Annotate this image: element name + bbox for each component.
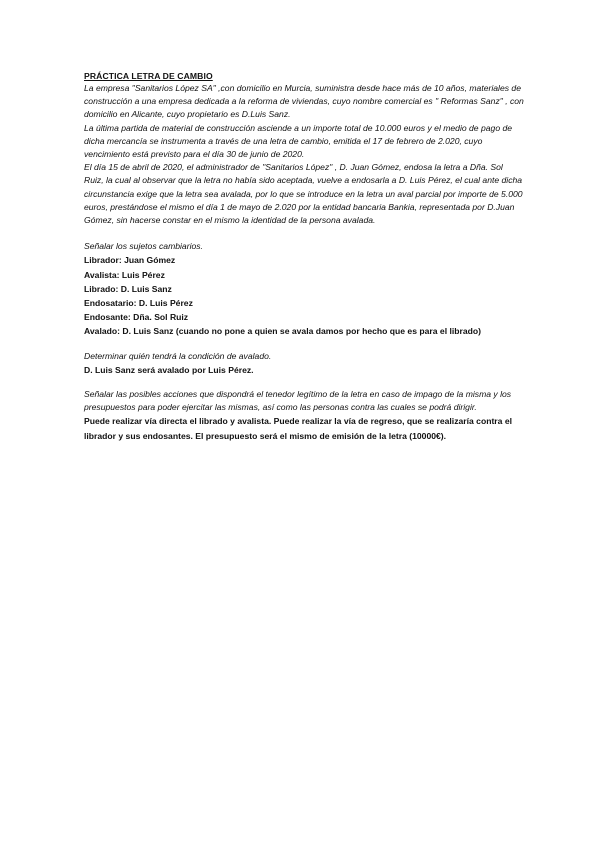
- answer-avalado: Avalado: D. Luis Sanz (cuando no pone a quien se avala damos por hecho que es para el librado): [84, 326, 481, 337]
- document-page: [84, 70, 524, 443]
- question-1: Señalar los sujetos cambiarios.: [84, 241, 203, 252]
- question-2: Determinar quién tendrá la condición de avalado.: [84, 350, 272, 361]
- answer-endosante: Endosante: Dña. Sol Ruiz: [84, 312, 189, 323]
- spacer: [84, 377, 524, 388]
- document-title: PRÁCTICA LETRA DE CAMBIO: [84, 71, 213, 81]
- question-3: Señalar las posibles acciones que dispondrá el tenedor legítimo de la letra en caso de impago de la misma y los presupuestos para poder ejercitar las mismas, así como las personas contra las cuales se podrá dirigir.: [84, 389, 512, 413]
- statement-paragraph-3: El día 15 de abril de 2020, el administrador de "Sanitarios López" , D. Juan Gómez, endosa la letra a Dña. Sol Ruiz, la cual al observar que la letra no había sido aceptada, vuelve a endosarla a D. Luis Pérez, el cual ante dicha circunstancia exige que la letra sea avalada, por lo que se introduce en la letra un aval parcial por importe de 5.000 euros, prestándose el mismo el día 1 de mayo de 2.020 por la entidad bancaria Bankia, representada por D.Juan Gómez, sin hacerse constar en el mismo la identidad de la persona avalada.: [84, 162, 523, 226]
- statement-paragraph-2: La última partida de material de construcción asciende a un importe total de 10.000 euros y el medio de pago de dicha mercancía se instrumenta a través de una letra de cambio, emitida el 17 de febrero de 2.020, cuyo vencimiento está previsto para el día 30 de junio de 2020.: [84, 122, 513, 160]
- statement-paragraph-1: La empresa "Sanitarios López SA" ,con domicilio en Murcia, suministra desde hace más de 10 años, materiales de construcción a una empresa dedicada a la reforma de viviendas, cuyo nombre comercial es " Reformas Sanz" , con domicilio en Alicante, cuyo propietario es D.Luis Sanz.: [84, 83, 524, 120]
- answer-avalista: Avalista: Luis Pérez: [84, 269, 165, 280]
- answer-librado: Librado: D. Luis Sanz: [84, 283, 172, 294]
- answer-endosatario: Endosatario: D. Luis Pérez: [84, 298, 193, 309]
- answer-librador: Librador: Juan Gómez: [84, 255, 176, 266]
- answer-2: D. Luis Sanz será avalado por Luis Pérez.: [84, 364, 254, 375]
- spacer: [84, 227, 524, 240]
- answer-3-line-1: Puede realizar vía directa el librado y avalista. Puede realizar la vía de regreso, que se realizaría contra el: [84, 416, 512, 427]
- answer-3-line-2: librador y sus endosantes. El presupuesto será el mismo de emisión de la letra (10000€).: [84, 430, 447, 441]
- spacer: [84, 339, 524, 350]
